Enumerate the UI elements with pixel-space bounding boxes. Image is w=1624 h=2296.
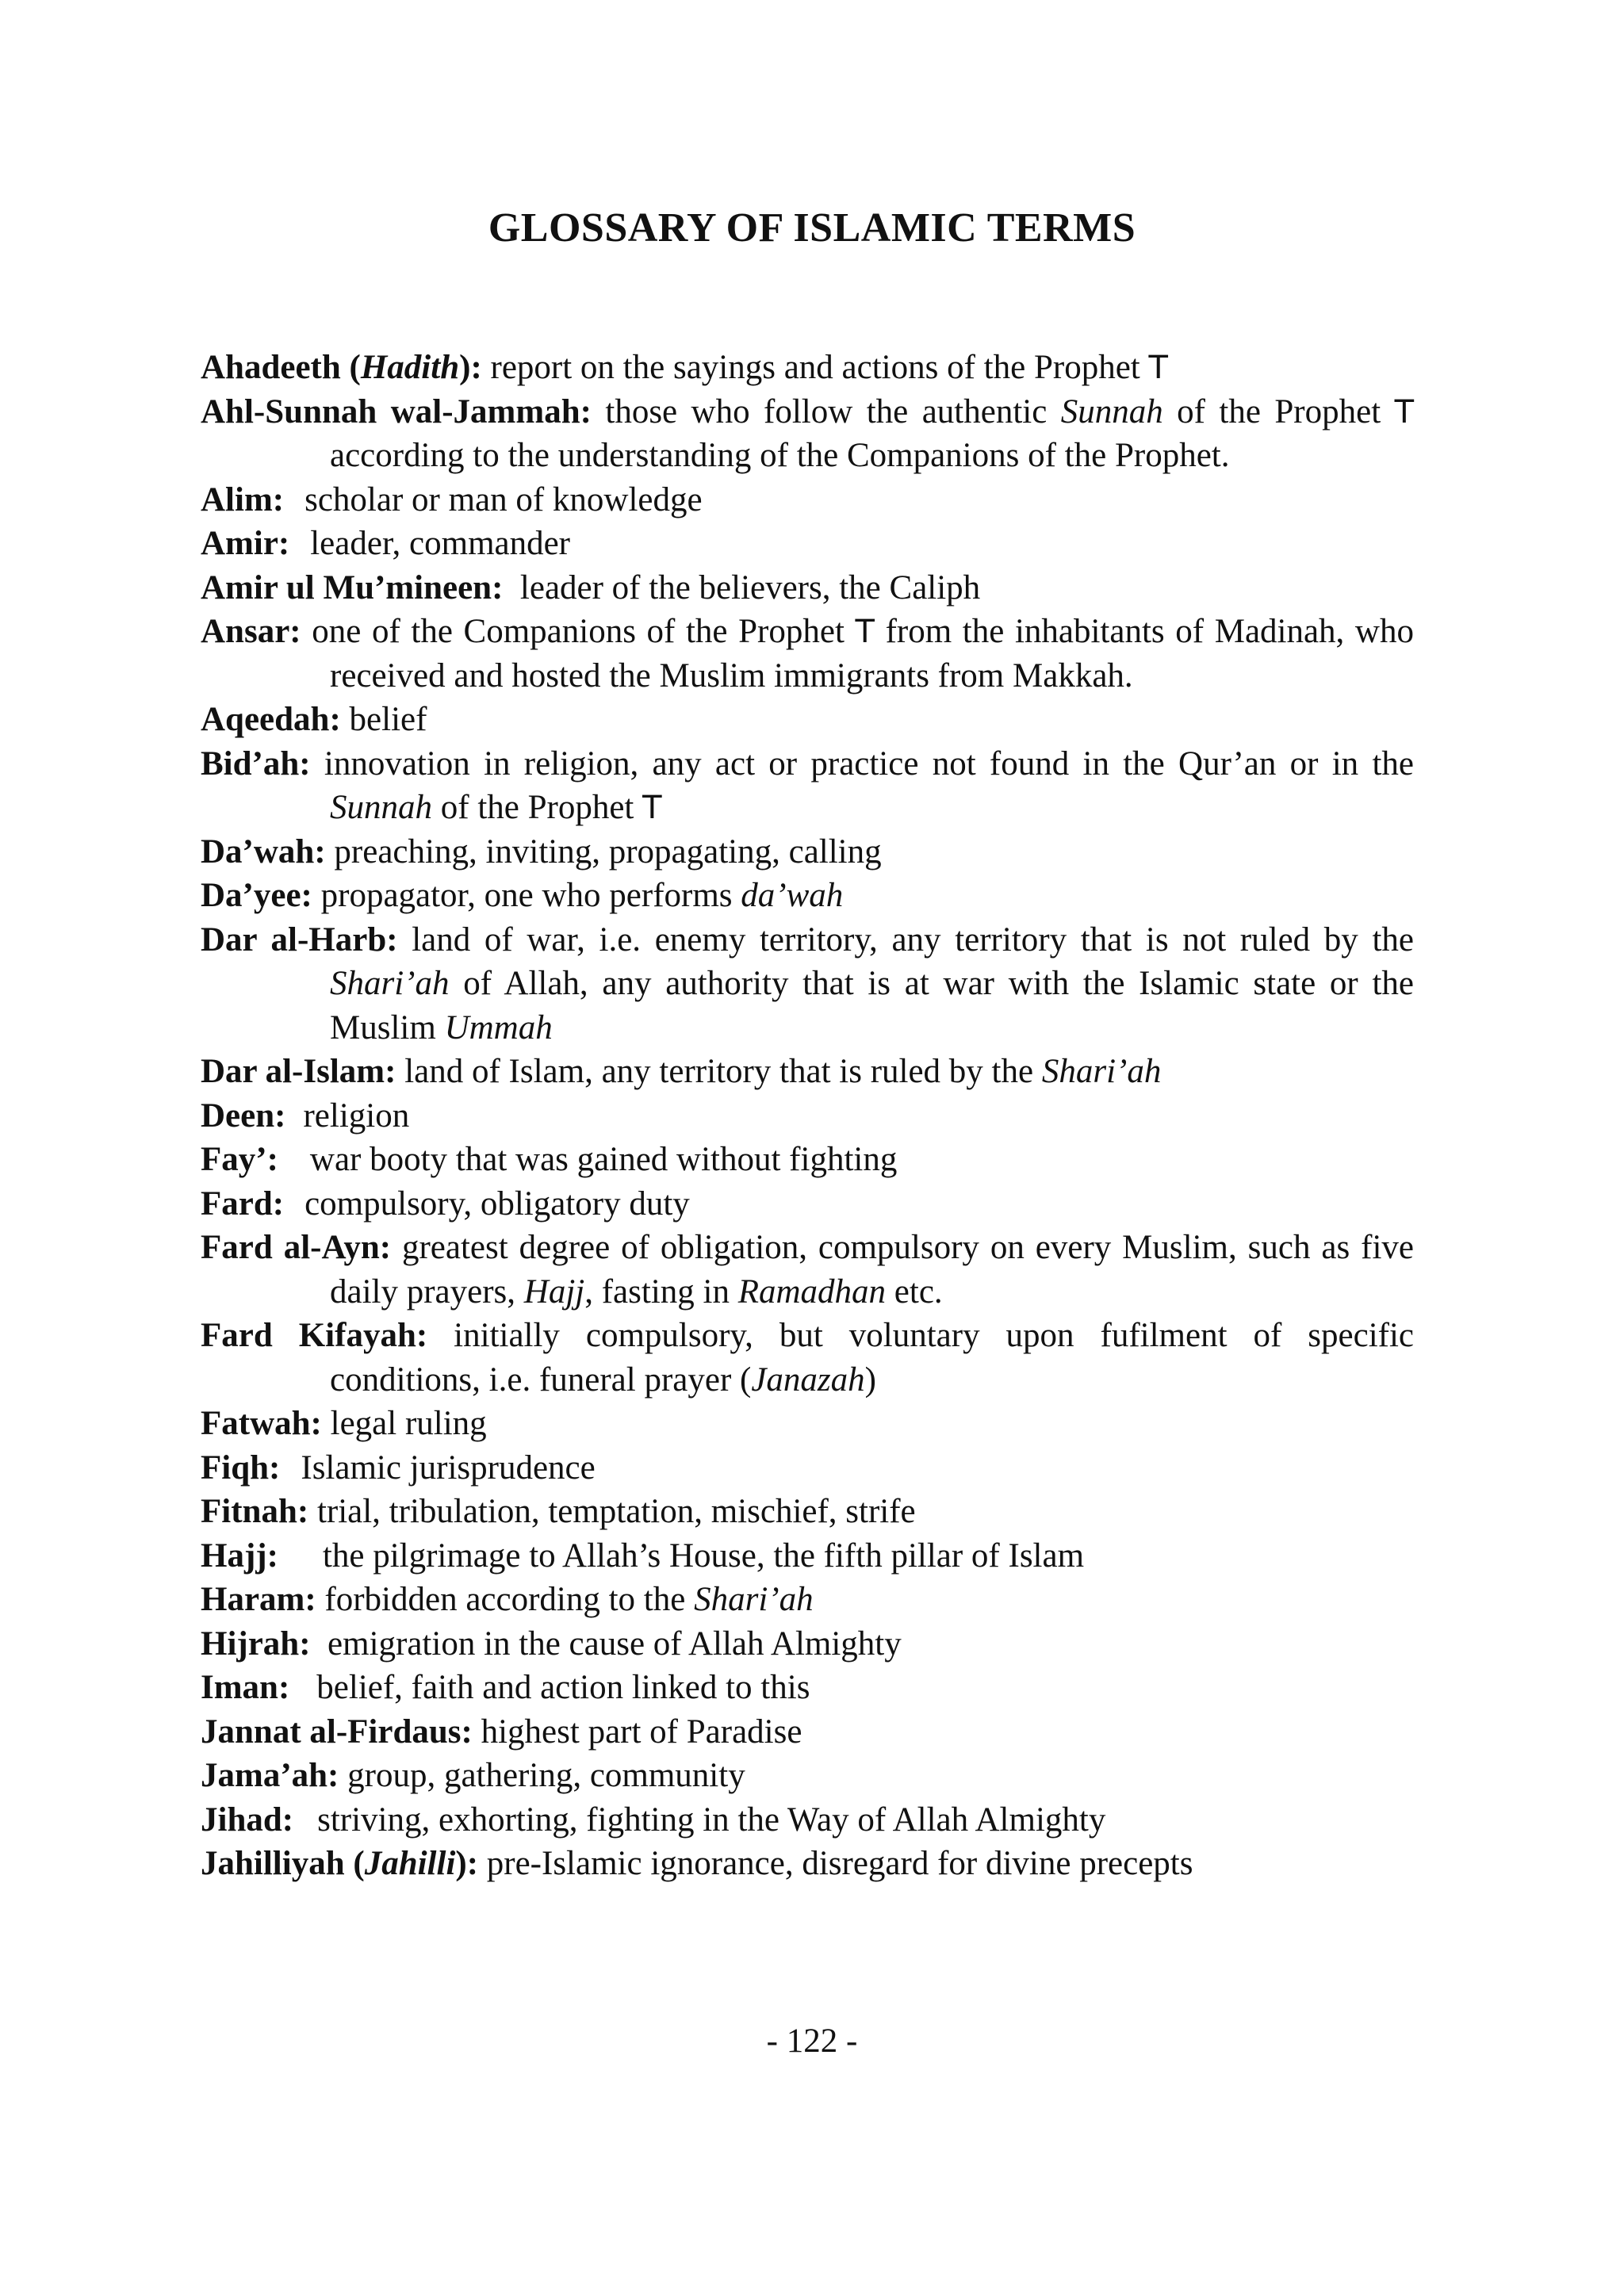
- definition-text: belief: [340, 701, 427, 738]
- glossary-term: Dar al-Islam:: [201, 1053, 396, 1090]
- glossary-entry: [201, 1622, 1414, 1667]
- italic-term: Shari’ah: [330, 965, 450, 1002]
- glossary-entry: [201, 698, 1414, 742]
- definition-text: group, gathering, community: [339, 1757, 745, 1794]
- page-title: GLOSSARY OF ISLAMIC TERMS: [488, 205, 1136, 251]
- glossary-entry: [201, 390, 1423, 478]
- glossary-term: Bid’ah:: [201, 744, 311, 783]
- glossary-term: Fard Kifayah:: [201, 1317, 428, 1354]
- glossary-term: Ahl-Sunnah wal-Jammah:: [201, 392, 592, 430]
- glossary-list: [201, 346, 1423, 1886]
- glossary-term: Jannat al-Firdaus:: [201, 1712, 473, 1751]
- glossary-entry: [201, 478, 1414, 522]
- glossary-term-suffix: ):: [459, 349, 482, 386]
- definition-text: , fasting in: [584, 1272, 738, 1311]
- glossary-term: Alim:: [201, 480, 285, 519]
- glossary-entry: [201, 1138, 1414, 1182]
- definition-text: land of Islam, any territory that is ruled by the: [396, 1053, 1042, 1090]
- italic-term: Shari’ah: [694, 1581, 814, 1618]
- italic-term: Ummah: [444, 1008, 553, 1047]
- italic-term: Shari’ah: [1041, 1053, 1162, 1090]
- glossary-term: Fiqh:: [201, 1448, 281, 1487]
- glossary-entry: [201, 610, 1423, 698]
- italic-term: Janazah: [751, 1360, 865, 1399]
- glossary-entry: [201, 1798, 1414, 1843]
- definition-text: religion: [303, 1096, 410, 1135]
- definition-text: preaching, inviting, propagating, calling: [325, 832, 882, 871]
- glossary-term: Da’wah:: [201, 832, 326, 871]
- glossary-entry: [201, 522, 1414, 566]
- definition-text: innovation in religion, any act or practice not found in the Qur’an or in the: [310, 744, 1423, 783]
- definition-text: highest part of Paradise: [472, 1712, 802, 1751]
- definition-text: forbidden according to the: [316, 1581, 695, 1618]
- glossary-term: Fard:: [201, 1184, 285, 1223]
- definition-text: leader of the believers, the Caliph: [503, 568, 981, 607]
- page-number: - 122 -: [766, 2022, 858, 2060]
- glossary-entry: [201, 1710, 1414, 1755]
- glossary-entry: [201, 1666, 1414, 1710]
- definition-text: according to the understanding of the Companions of the Prophet.: [330, 392, 1423, 474]
- definition-text: war booty that was gained without fighting: [309, 1141, 898, 1178]
- glossary-term: Amir ul Mu’mineen:: [201, 568, 504, 607]
- glossary-term: Da’yee:: [201, 877, 312, 914]
- definition-text: of the Prophet: [432, 789, 643, 826]
- definition-text: land of war, i.e. enemy territory, any territory that is not ruled by the: [397, 920, 1423, 959]
- definition-text: leader, commander: [310, 525, 571, 562]
- definition-text: from the inhabitants of Madinah, who received and hosted the Muslim immigrants from Makkah.: [330, 613, 1423, 695]
- glossary-term: Haram:: [201, 1581, 316, 1618]
- definition-text: initially compulsory, but voluntary upon fufilment of specific conditions, i.e. funeral prayer (: [330, 1317, 1423, 1399]
- glossary-entry: [201, 1754, 1414, 1798]
- glossary-entry: [201, 1578, 1414, 1622]
- italic-term: Sunnah: [1060, 392, 1163, 430]
- definition-text: emigration in the cause of Allah Almighty: [310, 1624, 902, 1663]
- glossary-term: Hijrah:: [201, 1624, 311, 1663]
- glossary-term: Aqeedah:: [201, 701, 341, 738]
- pbuh-symbol: T: [1148, 350, 1168, 386]
- glossary-entry: [201, 1182, 1414, 1226]
- definition-text: report on the sayings and actions of the Prophet: [481, 349, 1149, 386]
- definition-text: one of the Companions of the Prophet: [301, 613, 856, 650]
- glossary-entry: [201, 742, 1423, 830]
- definition-text: those who follow the authentic: [591, 392, 1061, 430]
- italic-term: Sunnah: [330, 789, 432, 826]
- definition-text: belief, faith and action linked to this: [316, 1669, 810, 1706]
- definition-text: Islamic jurisprudence: [301, 1448, 596, 1487]
- glossary-entry: [201, 1490, 1414, 1534]
- pbuh-symbol: T: [855, 614, 875, 650]
- glossary-entry: [201, 918, 1423, 1050]
- glossary-term-variant: Hadith: [360, 349, 460, 386]
- definition-text: trial, tribulation, temptation, mischief, strife: [308, 1493, 916, 1530]
- definition-text: propagator, one who performs: [312, 877, 741, 914]
- glossary-term: Fay’:: [201, 1141, 278, 1178]
- glossary-entry: [201, 830, 1414, 874]
- italic-term: da’wah: [741, 877, 844, 914]
- glossary-term: Fatwah:: [201, 1405, 322, 1442]
- glossary-term: Fard al-Ayn:: [201, 1229, 392, 1266]
- glossary-term-variant: Jahilli: [364, 1845, 456, 1882]
- pbuh-symbol: T: [642, 790, 662, 826]
- italic-term: Ramadhan: [737, 1272, 887, 1311]
- pbuh-symbol: T: [1394, 393, 1415, 430]
- glossary-entry: [201, 874, 1414, 918]
- glossary-entry: [201, 1226, 1423, 1314]
- glossary-term: Amir:: [201, 525, 290, 562]
- italic-term: Hajj: [523, 1272, 585, 1311]
- glossary-term: Jama’ah:: [201, 1757, 339, 1794]
- definition-text: of Allah, any authority that is at war with the Islamic state or the Muslim: [330, 965, 1423, 1047]
- glossary-entry: [201, 346, 1414, 390]
- glossary-term: Deen:: [201, 1096, 286, 1135]
- glossary-term-suffix: ):: [455, 1845, 479, 1882]
- glossary-entry: [201, 1446, 1414, 1490]
- definition-text: pre-Islamic ignorance, disregard for divine precepts: [478, 1845, 1193, 1882]
- glossary-term: Ahadeeth (: [201, 349, 361, 386]
- glossary-term: Jahilliyah (: [201, 1845, 365, 1882]
- definition-text: the pilgrimage to Allah’s House, the fifth pillar of Islam: [322, 1536, 1085, 1575]
- glossary-entry: [201, 1534, 1414, 1578]
- definition-text: of the Prophet: [1162, 392, 1395, 430]
- glossary-term: Iman:: [201, 1669, 290, 1706]
- glossary-entry: [201, 1842, 1414, 1886]
- definition-text: etc.: [886, 1272, 943, 1311]
- definition-text: greatest degree of obligation, compulsory on every Muslim, such as five daily prayers,: [330, 1229, 1423, 1311]
- glossary-entry: [201, 1094, 1414, 1138]
- definition-text: striving, exhorting, fighting in the Way of Allah Almighty: [317, 1800, 1106, 1839]
- glossary-term: Jihad:: [201, 1800, 294, 1839]
- glossary-entry: [201, 566, 1414, 610]
- glossary-term: Dar al-Harb:: [201, 920, 398, 959]
- glossary-entry: [201, 1314, 1423, 1402]
- glossary-term: Ansar:: [201, 613, 301, 650]
- glossary-term: Hajj:: [201, 1536, 278, 1575]
- glossary-entry: [201, 1402, 1414, 1446]
- definition-text: legal ruling: [321, 1405, 487, 1442]
- definition-text: ): [864, 1360, 876, 1399]
- definition-text: compulsory, obligatory duty: [304, 1184, 690, 1223]
- glossary-term: Fitnah:: [201, 1493, 309, 1530]
- definition-text: scholar or man of knowledge: [304, 480, 703, 519]
- glossary-entry: [201, 1050, 1414, 1094]
